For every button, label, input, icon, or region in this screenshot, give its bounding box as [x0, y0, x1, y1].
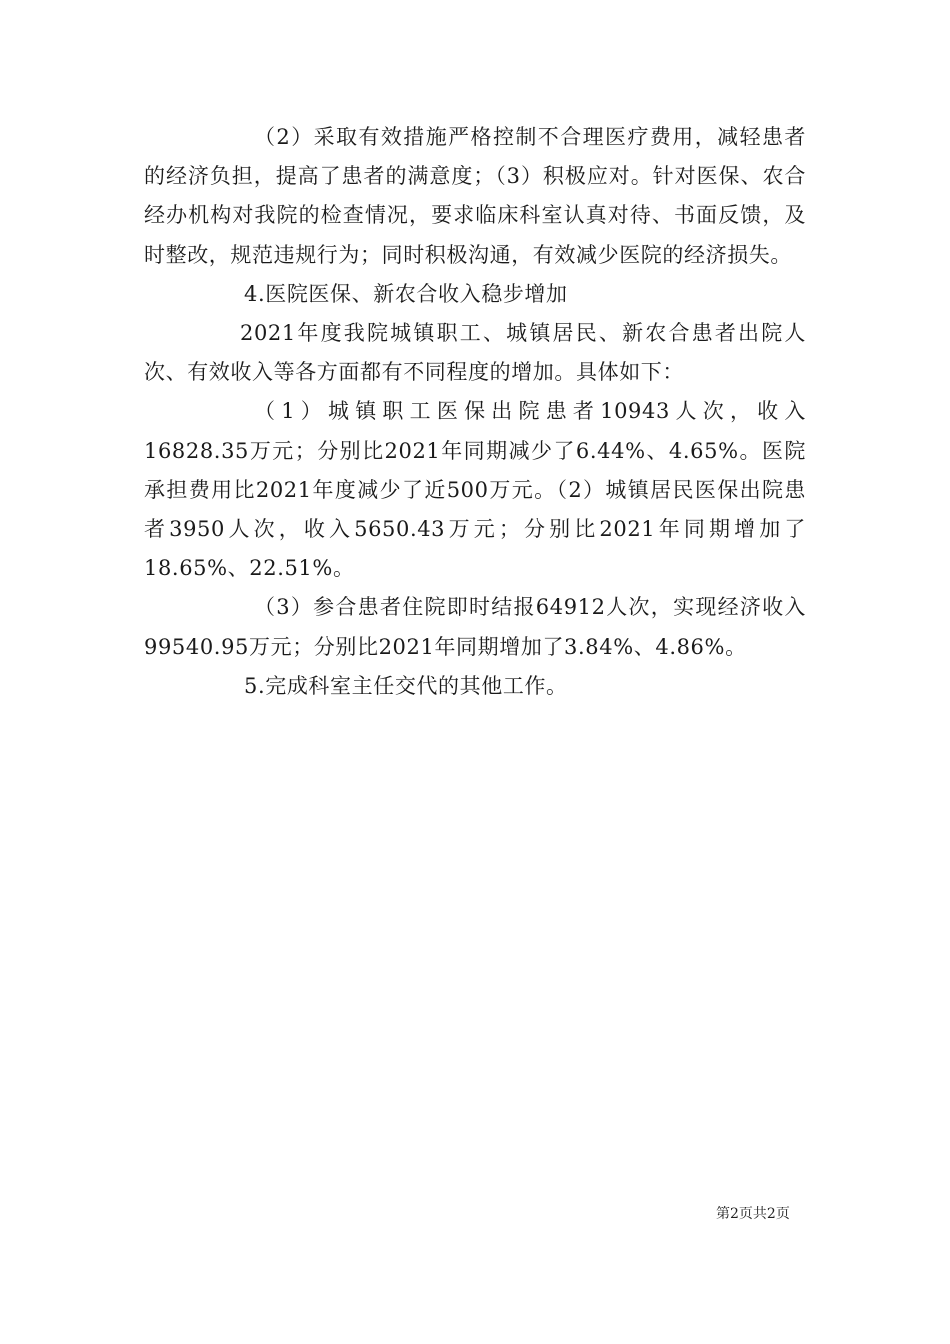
paragraph-cost-control: （2）采取有效措施严格控制不合理医疗费用，减轻患者的经济负担，提高了患者的满意度；（3）积极应对。针对医保、农合经办机构对我院的检查情况，要求临床科室认真对待、书面反馈，及时整改，规范违规行为；同时积极沟通，有效减少医院的经济损失。 — [144, 125, 806, 267]
page-number-footer: 第2页共2页 — [716, 1206, 790, 1222]
paragraph-income-overview: 2021年度我院城镇职工、城镇居民、新农合患者出院人次、有效收入等各方面都有不同程度的增加。具体如下： — [144, 321, 806, 385]
heading-other-work: 5.完成科室主任交代的其他工作。 — [244, 673, 568, 698]
paragraph-ncms-stats: （3）参合患者住院即时结报64912人次，实现经济收入99540.95万元；分别比2021年同期增加了3.84%、4.86%。 — [144, 595, 806, 659]
heading-income-increase: 4.医院医保、新农合收入稳步增加 — [244, 281, 568, 306]
paragraph-insurance-stats: （1）城镇职工医保出院患者10943人次，收入16828.35万元；分别比2021年同期减少了6.44%、4.65%。医院承担费用比2021年度减少了近500万元。（2）城镇居民医保出院患者3950人次，收入5650.43万元；分别比2021年同期增加了18.65%、22.51%。 — [144, 399, 806, 581]
document-body — [144, 118, 806, 706]
